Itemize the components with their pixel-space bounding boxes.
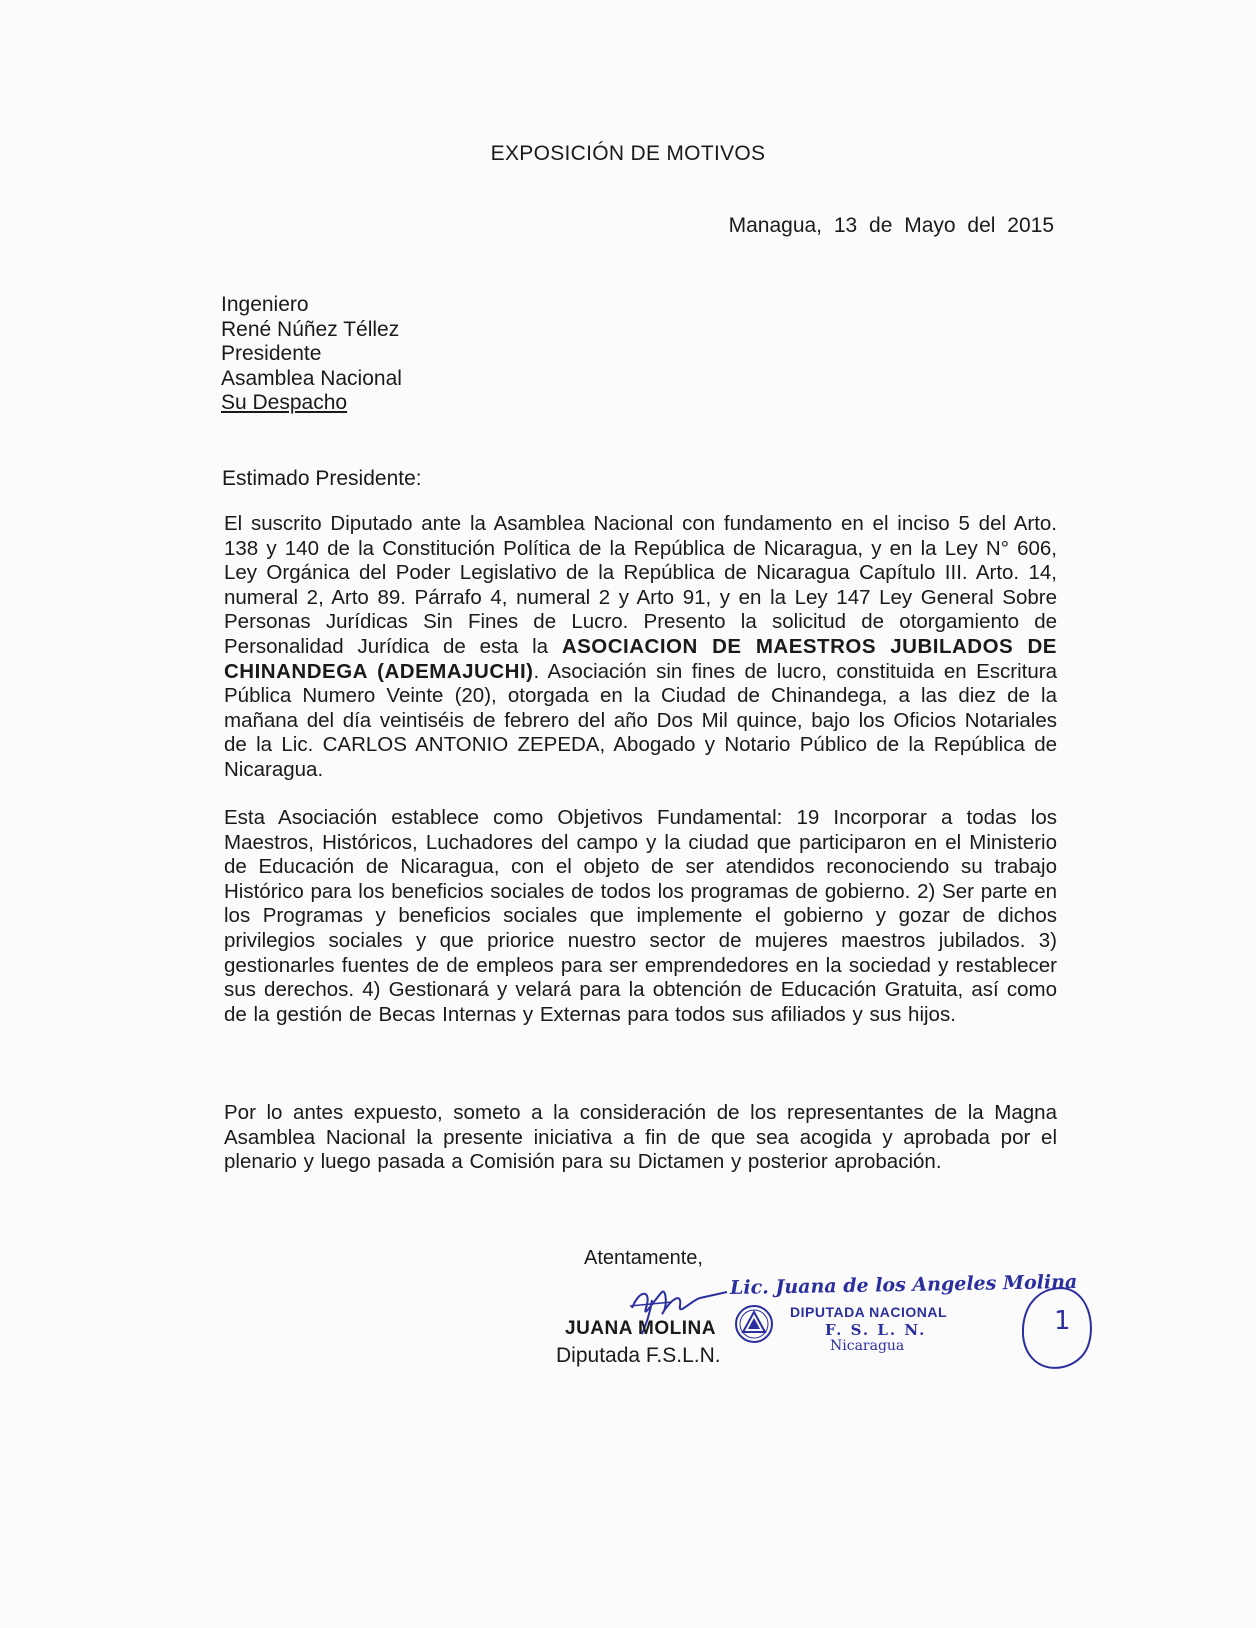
- association-name: ASOCIACION DE MAESTROS JUBILADOS DE CHINANDEGA (ADEMAJUCHI): [224, 634, 1057, 683]
- paragraph-3: Por lo antes expuesto, someto a la consideración de los representantes de la Magna Asamblea Nacional la presente iniciativa a fin de que sea acogida y aprobada por el plenario y luego pasada a Comisión para su Dictamen y posterior aprobación.: [224, 1101, 1057, 1174]
- stamp-country: Nicaragua: [830, 1338, 905, 1354]
- official-stamp: [729, 1270, 1078, 1364]
- recipient-title: Ingeniero: [221, 293, 309, 316]
- stamp-party: F. S. L. N.: [825, 1321, 927, 1339]
- signer-role: Diputada F.S.L.N.: [556, 1344, 721, 1367]
- stamp-name: Lic. Juana de los Angeles Molina: [729, 1270, 1078, 1300]
- paragraph-1-text-a: El suscrito Diputado ante la Asamblea Nacional con fundamento en el inciso 5 del Arto. 138 y 140 de la Constitución Política de la República de Nicaragua, y en la Ley N° 606, Ley Orgánica del Poder Legislativo de la República de Nicaragua Capítulo III. Arto. 14, numeral 2, Arto 89. Párrafo 4, numeral 2 y Arto 91, y en la Ley 147 Ley General Sobre Personas Jurídicas Sin Fines de Lucro. Presento la solicitud de otorgamiento de Personalidad Jurídica de esta la: [224, 512, 1057, 658]
- recipient-institution: Asamblea Nacional: [221, 366, 402, 390]
- stamp-title: DIPUTADA NACIONAL: [790, 1304, 948, 1320]
- triangle-emblem-icon: [734, 1304, 774, 1344]
- paragraph-1-text-b: . Asociación sin fines de lucro, constituida en Escritura Pública Numero Veinte (20), otorgada en la Ciudad de Chinandega, a las diez de la mañana del día veintiséis de febrero del año Dos Mil quince, bajo los Oficios Notariales de la Lic. CARLOS ANTONIO ZEPEDA, Abogado y Notario Público de la República de Nicaragua.: [224, 659, 1057, 781]
- closing: Atentamente,: [584, 1247, 703, 1269]
- paragraph-2: Esta Asociación establece como Objetivos Fundamental: 19 Incorporar a todas los Maestros, Históricos, Luchadores del campo y la ciudad que participaron en el Ministerio de Educación de Nicaragua, con el objeto de ser atendidos reconociendo su trabajo Histórico para los beneficios sociales de todos los programas de gobierno. 2) Ser parte en los Programas y beneficios sociales que implemente el gobierno y gozar de dichos privilegios sociales y que priorice nuestro sector de mujeres maestros jubilados. 3) gestionarles fuentes de de empleos para ser emprendedores en la sociedad y restablecer sus derechos. 4) Gestionará y velará para la obtención de Educación Gratuita, así como de la gestión de Becas Internas y Externas para todos sus afiliados y sus hijos.: [224, 806, 1057, 1026]
- paragraph-1: [224, 512, 1057, 783]
- recipient-office: Su Despacho: [221, 391, 348, 414]
- salutation: Estimado Presidente:: [222, 467, 422, 490]
- date-line: Managua, 13 de Mayo del 2015: [728, 214, 1054, 237]
- signer-name: JUANA MOLINA: [565, 1318, 716, 1339]
- recipient-position: Presidente: [221, 342, 322, 365]
- recipient-name: René Núñez Téllez: [221, 317, 400, 341]
- recipient-block: [221, 293, 402, 416]
- page-number-mark: [1018, 1284, 1098, 1376]
- document-title: EXPOSICIÓN DE MOTIVOS: [490, 142, 766, 165]
- page-number: 1: [1054, 1306, 1071, 1336]
